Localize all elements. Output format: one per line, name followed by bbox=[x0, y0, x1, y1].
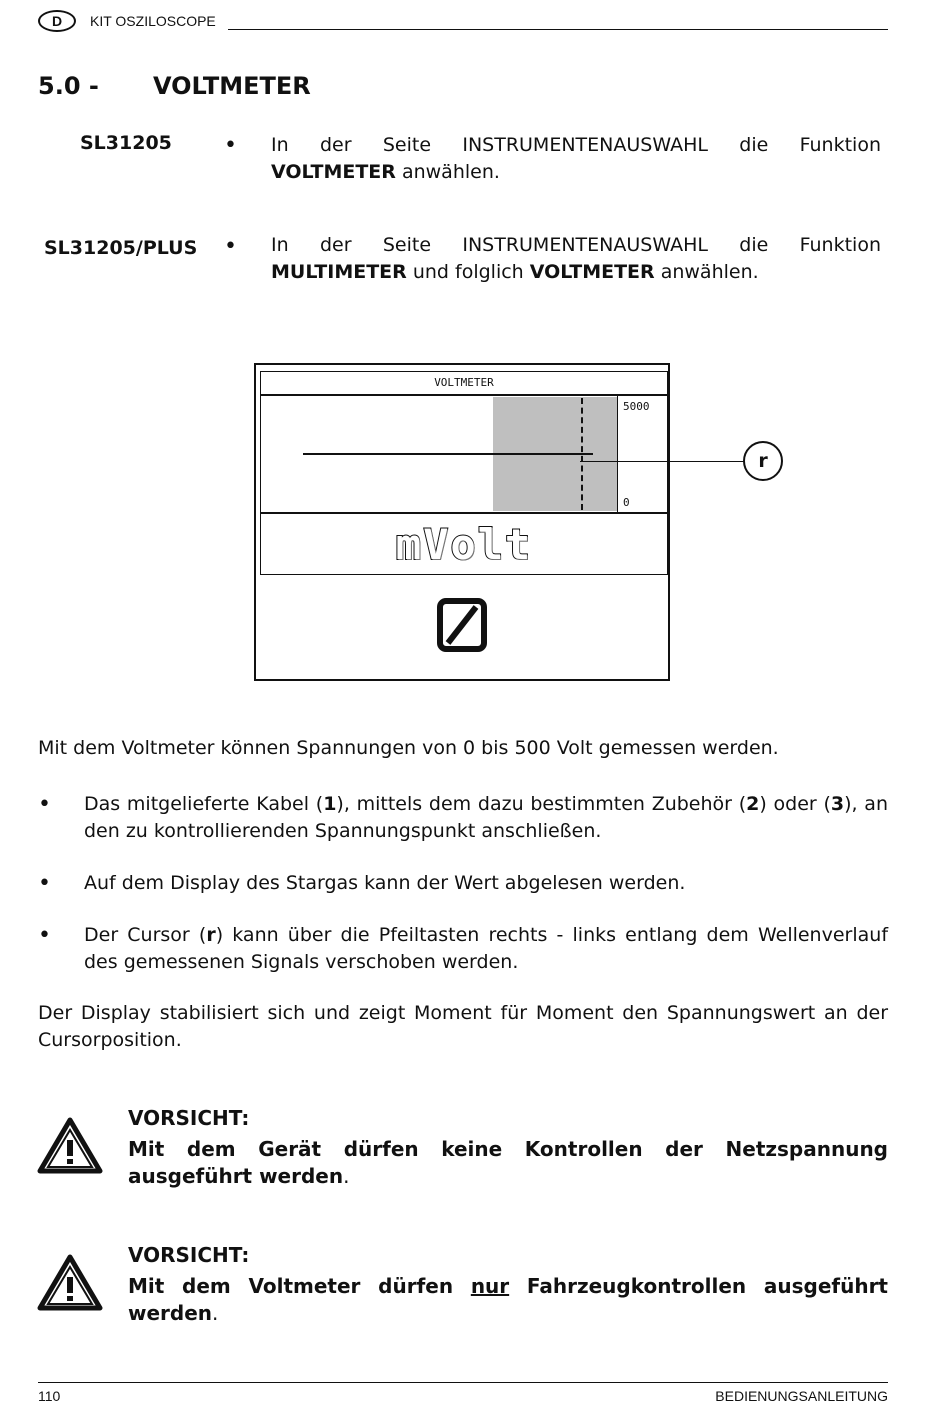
warning-text: Mit dem Voltmeter dürfen nur Fahrzeugkontrollen ausgeführt werden. bbox=[128, 1274, 888, 1325]
list-item-cable: Das mitgelieferte Kabel (1), mittels dem dazu bestimmten Zubehör (2) oder (3), an den zu kontrollierenden Spannungspunkt anschließen. bbox=[84, 793, 888, 842]
list-bullet: • bbox=[38, 923, 51, 948]
screen-title: VOLTMETER bbox=[260, 371, 668, 395]
step-text-sl31205: In der Seite INSTRUMENTENAUSWAHL die Funktion VOLTMETER anwählen. bbox=[271, 134, 881, 183]
page-header bbox=[38, 10, 888, 34]
scale-min-label: 0 bbox=[623, 496, 630, 509]
list-item-display: Auf dem Display des Stargas kann der Wert abgelesen werden. bbox=[84, 872, 686, 894]
cursor-callout: r bbox=[743, 441, 783, 481]
list-item-cursor: Der Cursor (r) kann über die Pfeiltasten rechts - links entlang dem Wellenverlauf des gemessenen Signals verschoben werden. bbox=[84, 924, 889, 973]
unit-label: mVolt bbox=[395, 520, 533, 569]
warning-icon bbox=[37, 1116, 103, 1174]
step-text-sl31205-plus: In der Seite INSTRUMENTENAUSWAHL die Funktion MULTIMETER und folglich VOLTMETER anwählen. bbox=[271, 234, 881, 283]
footer-label: BEDIENUNGSANLEITUNG bbox=[715, 1388, 888, 1404]
header-rule bbox=[228, 29, 888, 30]
model-label-sl31205: SL31205 bbox=[80, 132, 172, 154]
scale-divider bbox=[617, 396, 618, 512]
list-bullet: • bbox=[38, 871, 51, 896]
zero-digit-icon bbox=[436, 597, 492, 655]
model-label-sl31205-plus: SL31205/PLUS bbox=[44, 237, 198, 259]
footer-rule bbox=[38, 1382, 888, 1383]
header-title: KIT OSZILOSCOPE bbox=[90, 13, 216, 29]
callout-line bbox=[580, 461, 744, 462]
voltmeter-screen bbox=[254, 363, 670, 681]
intro-paragraph: Mit dem Voltmeter können Spannungen von 0 bis 500 Volt gemessen werden. bbox=[38, 737, 779, 759]
unit-display bbox=[260, 513, 668, 575]
warning-icon bbox=[37, 1253, 103, 1311]
step-bullet: • bbox=[224, 234, 237, 259]
warning-text: Mit dem Gerät dürfen keine Kontrollen der Netzspannung ausgeführt werden. bbox=[128, 1137, 888, 1188]
list-bullet: • bbox=[38, 792, 51, 817]
page-number: 110 bbox=[38, 1388, 61, 1404]
language-badge: D bbox=[38, 10, 76, 32]
value-display bbox=[260, 575, 668, 679]
section-number: 5.0 - bbox=[38, 72, 99, 100]
warning-heading: VORSICHT: bbox=[128, 1106, 250, 1130]
scale-max-label: 5000 bbox=[623, 400, 650, 413]
warning-heading: VORSICHT: bbox=[128, 1243, 250, 1267]
closing-paragraph: Der Display stabilisiert sich und zeigt Moment für Moment den Spannungswert an der Cursorposition. bbox=[38, 1002, 888, 1051]
step-bullet: • bbox=[224, 133, 237, 158]
section-title: VOLTMETER bbox=[153, 72, 311, 100]
signal-trace bbox=[303, 453, 593, 455]
waveform-graph bbox=[260, 395, 668, 513]
